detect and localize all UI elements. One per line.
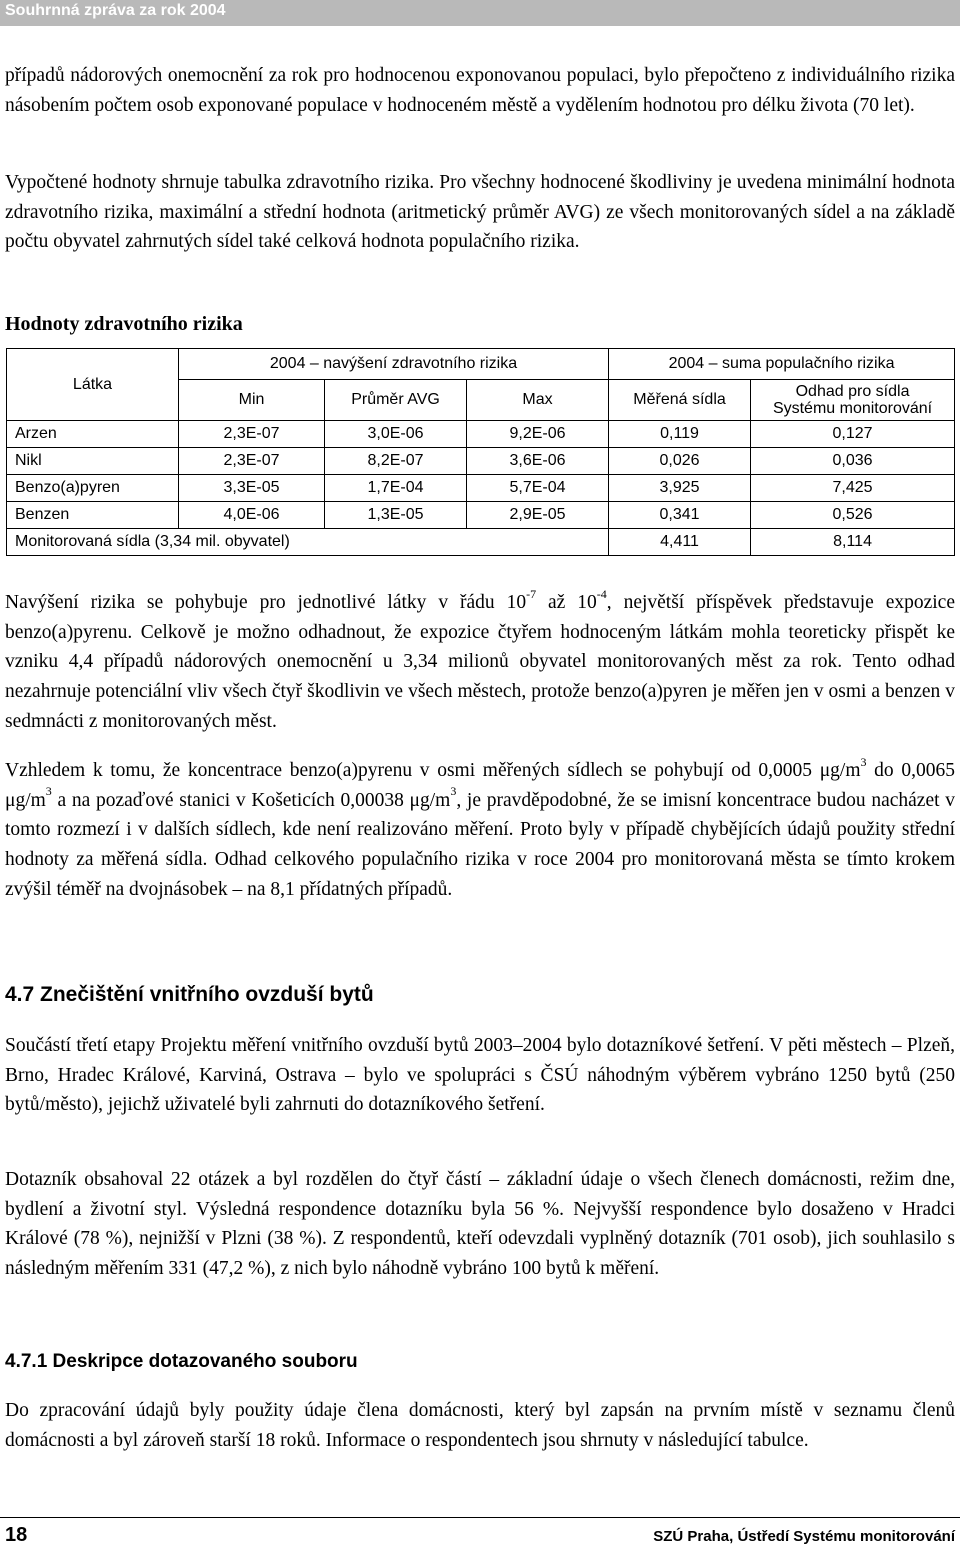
header-merena: Měřená sídla [609,380,751,421]
paragraph-6: Dotazník obsahoval 22 otázek a byl rozdělen do čtyř částí – základní údaje o všech členech domácnosti, režim dne, bydlení a životní styl. Výsledná respondence dotazníku byla 56 %. Nejvyšší respondence bylo dosaženo v Hradci Králové (78 %), nejnižší v Plzni (38 %). Z respondentů, kteří odevzdali vyplněný dotazník (701 osob), jich souhlasilo s následným měřením 331 (47,2 %), z nich bylo náhodně vybráno 100 bytů k měření. [5,1169,955,1280]
footer-organization: SZÚ Praha, Ústředí Systému monitorování [653,1528,955,1545]
header-latka: Látka [7,349,179,421]
footer-divider [0,1517,960,1518]
table-row: Arzen 2,3E-07 3,0E-06 9,2E-06 0,119 0,127 [7,421,955,448]
header-max: Max [467,380,609,421]
table-row: Benzen 4,0E-06 1,3E-05 2,9E-05 0,341 0,526 [7,502,955,529]
paragraph-5: Součástí třetí etapy Projektu měření vnitřního ovzduší bytů 2003–2004 bylo dotazníkové šetření. V pěti městech – Plzeň, Brno, Hradec Králové, Karviná, Ostrava – bylo ve spolupráci s ČSÚ náhodným výběrem vybráno 1250 bytů (250 bytů/město), jejichž uživatelé byli zahrnuti do dotazníkového šetření. [5,1035,955,1116]
section-heading-4-7-1: 4.7.1 Deskripce dotazovaného souboru [5,1351,358,1372]
paragraph-3: Navýšení rizika se pohybuje pro jednotlivé látky v řádu $10^{-7}$ až $10^{-4}$, největší příspěvek představuje expozice benzo(a)pyrenu. Celkově je možno odhadnout, že expozice čtyřem hodnoceným látkám mohla teoreticky přispět ke vzniku 4,4 případů nádorových onemocnění u 3,34 milionů obyvatel monitorovaných měst za rok. Tento odhad nezahrnuje potenciální vliv všech čtyř škodlivin ve všech městech, protože benzo(a)pyren je měřen jen v osmi a benzen v sedmnácti z monitorovaných měst. [5,586,955,732]
table-row: Benzo(a)pyren 3,3E-05 1,7E-04 5,7E-04 3,925 7,425 [7,475,955,502]
paragraph-4: Vzhledem k tomu, že koncentrace benzo(a)pyrenu v osmi měřených sídlech se pohybují od 0,0005 $\mu g/m^3$ do 0,0065 $\mu g/m^3$ a na pozaďové stanici v Košeticích 0,00038 $\mu g/m^3$, je pravděpodobné, že se imisní koncentrace budou nacházet v tomto rozmezí i v dalších sídlech, kde není realizováno měření. Proto byly v případě chybějících údajů použity střední hodnoty za měřená sídla. Odhad celkového populačního rizika v roce 2004 pro monitorovaná města se tímto krokem zvýšil téměř na dvojnásobek – na 8,1 přídatných případů. [5,754,955,900]
paragraph-2: Vypočtené hodnoty shrnuje tabulka zdravotního rizika. Pro všechny hodnocené škodliviny je uvedena minimální hodnota zdravotního rizika, maximální a střední hodnota (aritmetický průměr AVG) ze všech monitorovaných sídel a na základě počtu obyvatel zahrnutých sídel také celková hodnota populačního rizika. [5,172,955,253]
header-group-population: 2004 – suma populačního rizika [609,349,955,380]
header-min: Min [179,380,325,421]
page-number: 18 [5,1524,28,1546]
header-avg: Průměr AVG [325,380,467,421]
running-header-title: Souhrnná zpráva za rok 2004 [5,2,226,19]
header-group-increase: 2004 – navýšení zdravotního rizika [179,349,609,380]
paragraph-7: Do zpracování údajů byly použity údaje člena domácnosti, který byl zapsán na prvním místě v seznamu členů domácnosti a byl zároveň starší 18 roků. Informace o respondentech jsou shrnuty v následující tabulce. [5,1400,955,1451]
risk-table [6,348,955,556]
table-row: Nikl 2,3E-07 8,2E-07 3,6E-06 0,026 0,036 [7,448,955,475]
header-odhad: Odhad pro sídla Systému monitorování [751,380,955,421]
table-total-row: Monitorovaná sídla (3,34 mil. obyvatel) 4,411 8,114 [7,529,955,556]
section-heading-4-7: 4.7 Znečištění vnitřního ovzduší bytů [5,983,374,1006]
table-title: Hodnoty zdravotního rizika [5,313,243,335]
paragraph-1: případů nádorových onemocnění za rok pro hodnocenou exponovanou populaci, bylo přepočteno z individuálního rizika násobením počtem osob exponované populace v hodnoceném městě a vydělením hodnotou pro délku života (70 let). [5,65,955,116]
